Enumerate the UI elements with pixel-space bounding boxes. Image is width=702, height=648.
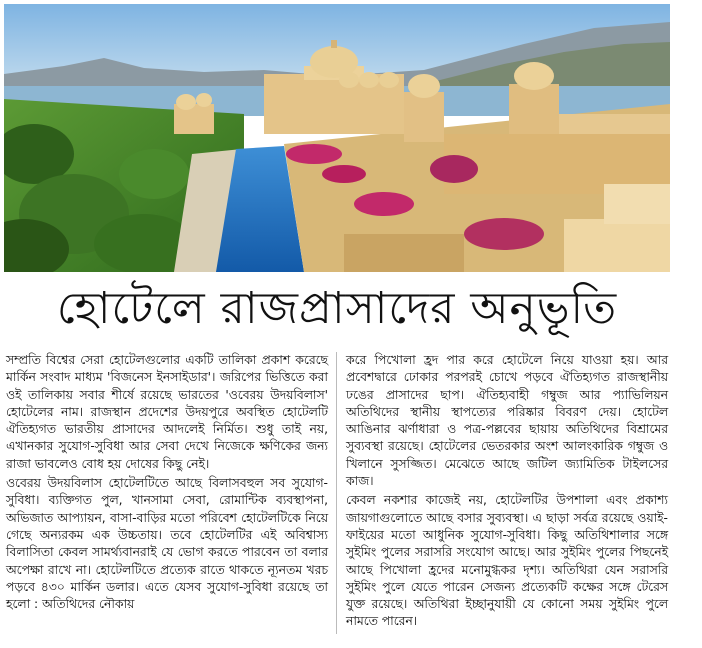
headline: হোটেলে রাজপ্রাসাদের অনুভূতি	[56, 282, 618, 334]
hotel-photo	[4, 4, 670, 272]
palace-pool-image	[4, 4, 670, 272]
paragraph: সম্প্রতি বিশ্বের সেরা হোটেলগুলোর একটি তালিকা প্রকাশ করেছে মার্কিন সংবাদ মাধ্যম 'বিজনেস ইনসাইডার'। জরিপের ভিত্তিতে করা ওই তালিকায় সবার শীর্ষে রয়েছে ভারতের 'ওবেরয় উদয়বিলাস' হোটেলের নাম। রাজস্থান প্রদেশের উদয়পুরে অবস্থিত হোটেলটি ঐতিহ্যগত ভারতীয় প্রাসাদের আদলেই নির্মিত। শুধু তাই নয়, এখানকার সুযোগ-সুবিধা আর সেবা দেখে নিজেকে ক্ষণিকের জন্য রাজা ভাবলেও বোধ হয় দোষের কিছু নেই।	[6, 353, 328, 471]
paragraph: কেবল নকশার কাজেই নয়, হোটেলটির উপশালা এবং প্রকাশ্য জায়গাগুলোতে আছে বসার সুব্যবস্থা। এ ছাড়া সর্বত্র রয়েছে ওয়াই-ফাইয়ের মতো আধুনিক সুযোগ-সুবিধা। কিছু অতিথিশালার সঙ্গে সুইমিং পুলের সরাসরি সংযোগ আছে। আর সুইমিং পুলের পিছনেই আছে পিখোলা হ্রদের মনোমুগ্ধকর দৃশ্য। অতিথিরা যেন সরাসরি সুইমিং পুলে যেতে পারেন সেজন্য প্রত্যেকটি কক্ষের সঙ্গে টেরেস যুক্ত রয়েছে। অতিথিরা ইচ্ছানুযায়ী যে কোনো সময় সুইমিং পুলে নামতে পারেন।	[346, 493, 668, 629]
paragraph: করে পিখোলা হ্রদ পার করে হোটেলে নিয়ে যাওয়া হয়। আর প্রবেশদ্বারে ঢোকার পরপরই চোখে পড়বে ঐতিহ্যগত রাজস্থানীয় ঢঙের প্রাসাদের ছাপ। ঐতিহ্যবাহী গম্বুজ আর প্যাভিলিয়ন অতিথিদের স্থানীয় স্থাপত্যের পরিষ্কার বিবরণ দেয়। হোটেল আঙিনার ঝর্ণাধারা ও পত্র-পল্লবের ছায়ায় অতিথিদের বিশ্রামের সুব্যবস্থা রয়েছে। হোটেলের ভেতরকার অংশ আলংকারিক গম্বুজ ও খিলানে সুসজ্জিত। মেঝেতে আছে জটিল জ্যামিতিক টাইলসের কাজ।	[346, 353, 668, 489]
article-column-left	[6, 352, 328, 613]
article-column-right	[346, 352, 668, 631]
column-divider	[336, 352, 337, 634]
paragraph: ওবেরয় উদয়বিলাস হোটেলটিতে আছে বিলাসবহুল সব সুযোগ-সুবিধা। ব্যক্তিগত পুল, খানসামা সেবা, রোমান্টিক ব্যবস্থাপনা, অভিজাত আপ্যায়ন, বাসা-বাড়ির মতো পরিবেশ হোটেলটিকে নিয়ে গেছে অন্যরকম এক উচ্চতায়। তবে হোটেলটির এই অবিশ্বাস্য বিলাসিতা কেবল সামর্থ্যবানরাই যে ভোগ করতে পারবেন তা বলার অপেক্ষা রাখে না। হোটেলটিতে প্রত্যেক রাতে থাকতে ন্যূনতম খরচ পড়বে ৪৩০ মার্কিন ডলার। এতে যেসব সুযোগ-সুবিধা রয়েছে তা হলো : অতিথিদের নৌকায়	[6, 476, 328, 612]
